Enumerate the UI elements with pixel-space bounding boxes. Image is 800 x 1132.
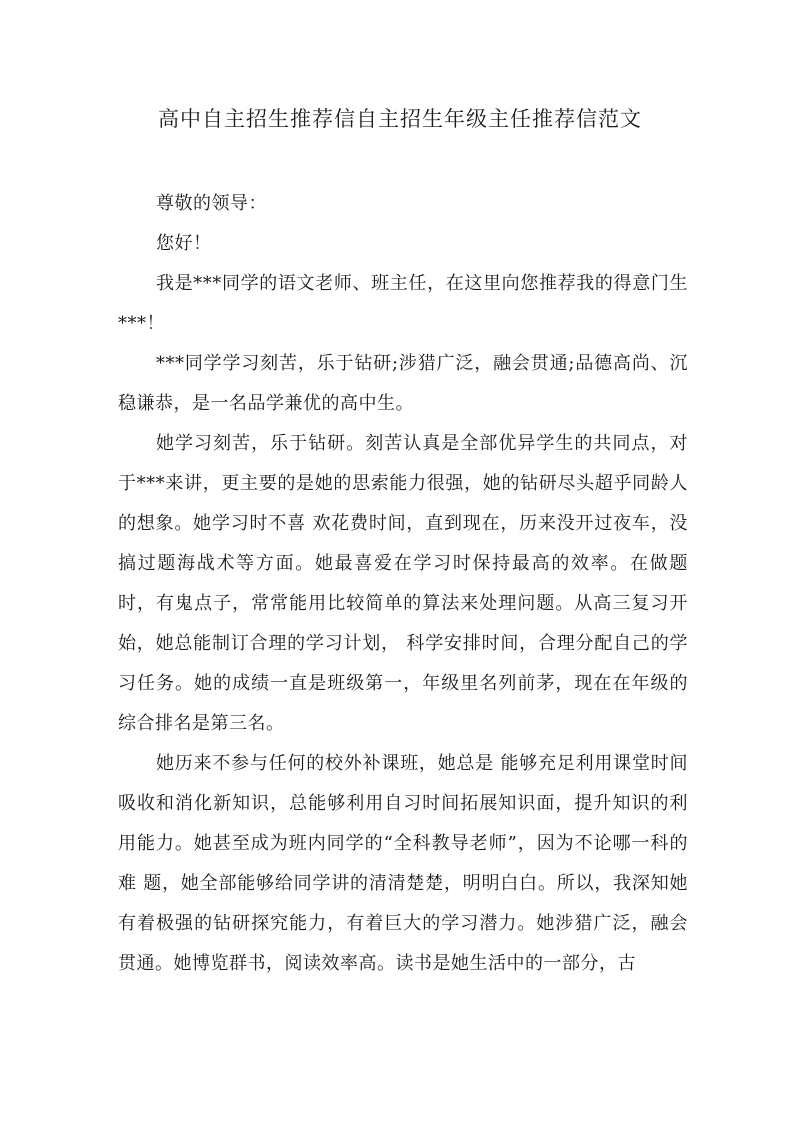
paragraph-study: 她学习刻苦，乐于钻研。刻苦认真是全部优异学生的共同点，对于***来讲，更主要的是她的思索能力很强，她的钻研尽头超乎同龄人的想象。她学习时不喜 欢花费时间，直到现在，历来没开过夜车，没搞过题海战术等方面。她最喜爱在学习时保持最高的效率。在做题时，有鬼点子，常常能用比较简单的算法来处理问题。从高三复习开始，她总能制订合理的学习计划， 科学安排时间，合理分配自己的学习任务。她的成绩一直是班级第一，年级里名列前茅，现在在年级的综合排名是第三名。 — [118, 433, 688, 734]
document-body — [118, 184, 688, 984]
document-title: 高中自主招生推荐信自主招生年级主任推荐信范文 — [158, 107, 642, 131]
paragraph-intro: 我是***同学的语文老师、班主任，在这里向您推荐我的得意门生***！ — [118, 273, 688, 334]
salutation: 您好！ — [156, 233, 212, 254]
paragraph-summary: ***同学学习刻苦，乐于钻研;涉猎广泛，融会贯通;品德高尚、沉稳谦恭，是一名品学兼优的高中生。 — [118, 353, 688, 414]
greeting: 尊敬的领导： — [156, 193, 267, 214]
paragraph-ability: 她历来不参与任何的校外补课班，她总是 能够充足利用课堂时间吸收和消化新知识，总能够利用自习时间拓展知识面，提升知识的利用能力。她甚至成为班内同学的“全科教导老师”，因为不论哪一科的难 题，她全部能够给同学讲的清清楚楚，明明白白。所以，我深知她有着极强的钻研探究能力，有着巨大的学习潜力。她涉猎广泛，融会贯通。她博览群书，阅读效率高。读书是她生活中的一部分，古 — [118, 753, 688, 974]
